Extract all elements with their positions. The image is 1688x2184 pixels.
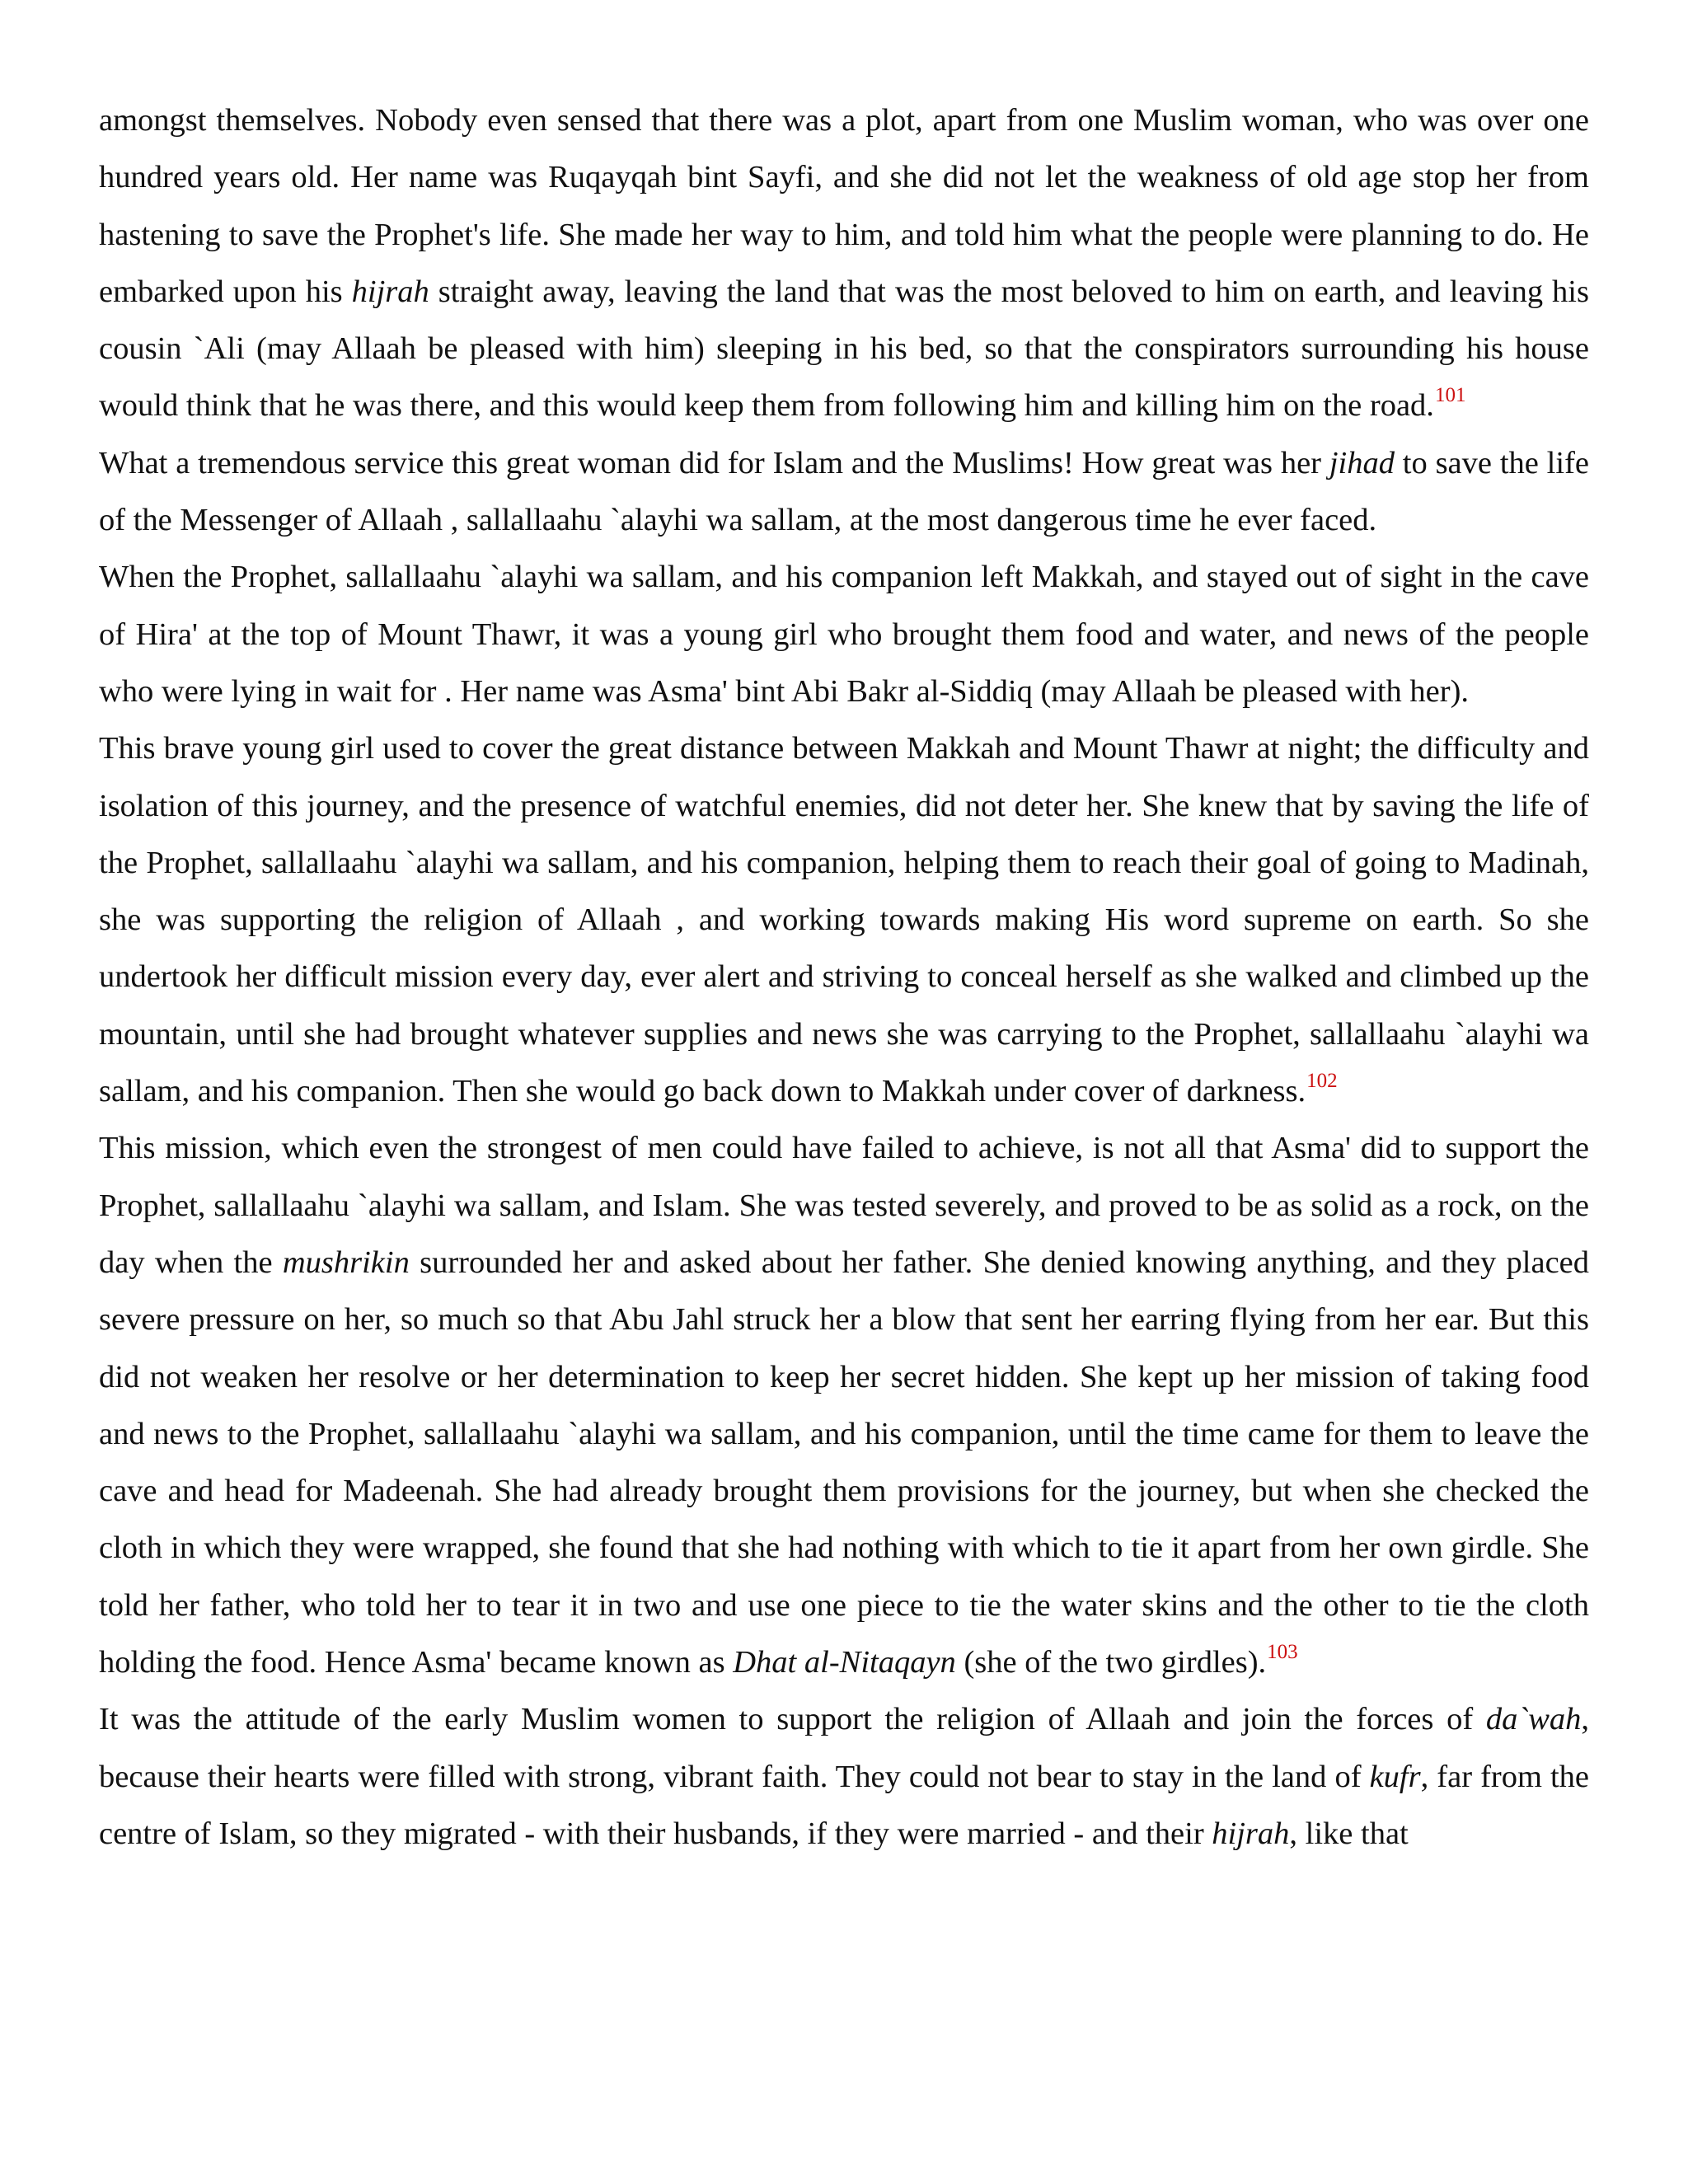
text-segment: , because their hearts were filled with strong, vibrant faith. They could not bear to stay in the land of [99,1702,1589,1794]
italic-term: Dhat al-Nitaqayn [733,1645,956,1680]
text-segment: (she of the two girdles). [955,1645,1267,1680]
paragraph-asma-mission [99,1120,1589,1691]
paragraph-brave-young-girl [99,720,1589,1120]
italic-term: hijrah [351,274,429,309]
italic-term: hijrah [1212,1816,1290,1851]
text-segment: amongst themselves. Nobody even sensed that there was a plot, apart from one Muslim woman, who was over one hundred years old. Her name was Ruqayqah bint Sayfi, and she did not let the weakness of old age stop her from hastening to save the Prophet's life. She made her way to him, and told him what the people were planning to do. He embarked upon his [99,103,1589,309]
text-segment: It was the attitude of the early Muslim women to support the religion of Allaah and join the forces of [99,1702,1486,1737]
document-page [99,92,1589,1863]
text-segment: This mission, which even the strongest of men could have failed to achieve, is not all that Asma' did to support the Prophet, sallallaahu `alayhi wa sallam, and Islam. She was tested severely, and proved to be as solid as a rock, on the day when the [99,1131,1589,1280]
text-segment: , far from the centre of Islam, so they migrated - with their husbands, if they were married - and their [99,1759,1589,1851]
paragraph-tremendous-service [99,435,1589,550]
text-segment: When the Prophet, sallallaahu `alayhi wa sallam, and his companion left Makkah, and stayed out of sight in the cave of Hira' at the top of Mount Thawr, it was a young girl who brought them food and water, and news of the people who were lying in wait for . Her name was Asma' bint Abi Bakr al-Siddiq (may Allaah be pleased with her). [99,560,1589,709]
text-segment: to save the life of the Messenger of Allaah , sallallaahu `alayhi wa sallam, at the most dangerous time he ever faced. [99,445,1589,538]
text-segment: , like that [1289,1816,1409,1851]
italic-term: da`wah [1485,1702,1582,1737]
paragraph-early-muslim-women [99,1691,1589,1863]
footnote-ref-102[interactable]: 102 [1306,1070,1338,1093]
text-segment: This brave young girl used to cover the great distance between Makkah and Mount Thawr at night; the difficulty and isolation of this journey, and the presence of watchful enemies, did not deter her. She knew that by saving the life of the Prophet, sallallaahu `alayhi wa sallam, and his companion, helping them to reach their goal of going to Madinah, she was supporting the religion of Allaah , and working towards making His word supreme on earth. So she undertook her difficult mission every day, ever alert and striving to conceal herself as she walked and climbed up the mountain, until she had brought whatever supplies and news she was carrying to the Prophet, sallallaahu `alayhi wa sallam, and his companion. Then she would go back down to Makkah under cover of darkness. [99,731,1589,1109]
italic-term: jihad [1329,445,1395,480]
text-segment: surrounded her and asked about her father. She denied knowing anything, and they placed severe pressure on her, so much so that Abu Jahl struck her a blow that sent her earring flying from her ear. But this did not weaken her resolve or her determination to keep her secret hidden. She kept up her mission of taking food and news to the Prophet, sallallaahu `alayhi wa sallam, and his companion, until the time came for them to leave the cave and head for Madeenah. She had already brought them provisions for the journey, but when she checked the cloth in which they were wrapped, she found that she had nothing with which to tie it apart from her own girdle. She told her father, who told her to tear it in two and use one piece to tie the water skins and the other to tie the cloth holding the food. Hence Asma' became known as [99,1244,1590,1680]
footnote-ref-103[interactable]: 103 [1267,1641,1298,1664]
paragraph-ruqayqah [99,92,1589,435]
italic-term: mushrikin [282,1244,410,1280]
text-segment: straight away, leaving the land that was the most beloved to him on earth, and leaving his cousin `Ali (may Allaah be pleased with him) sleeping in his bed, so that the conspirators surrounding his house would think that he was there, and this would keep them from following him and killing him on the road. [99,274,1589,424]
italic-term: kufr [1369,1759,1421,1794]
paragraph-cave-of-hira [99,549,1589,720]
footnote-ref-101[interactable]: 101 [1434,384,1466,407]
text-segment: What a tremendous service this great woman did for Islam and the Muslims! How great was her [99,445,1329,480]
